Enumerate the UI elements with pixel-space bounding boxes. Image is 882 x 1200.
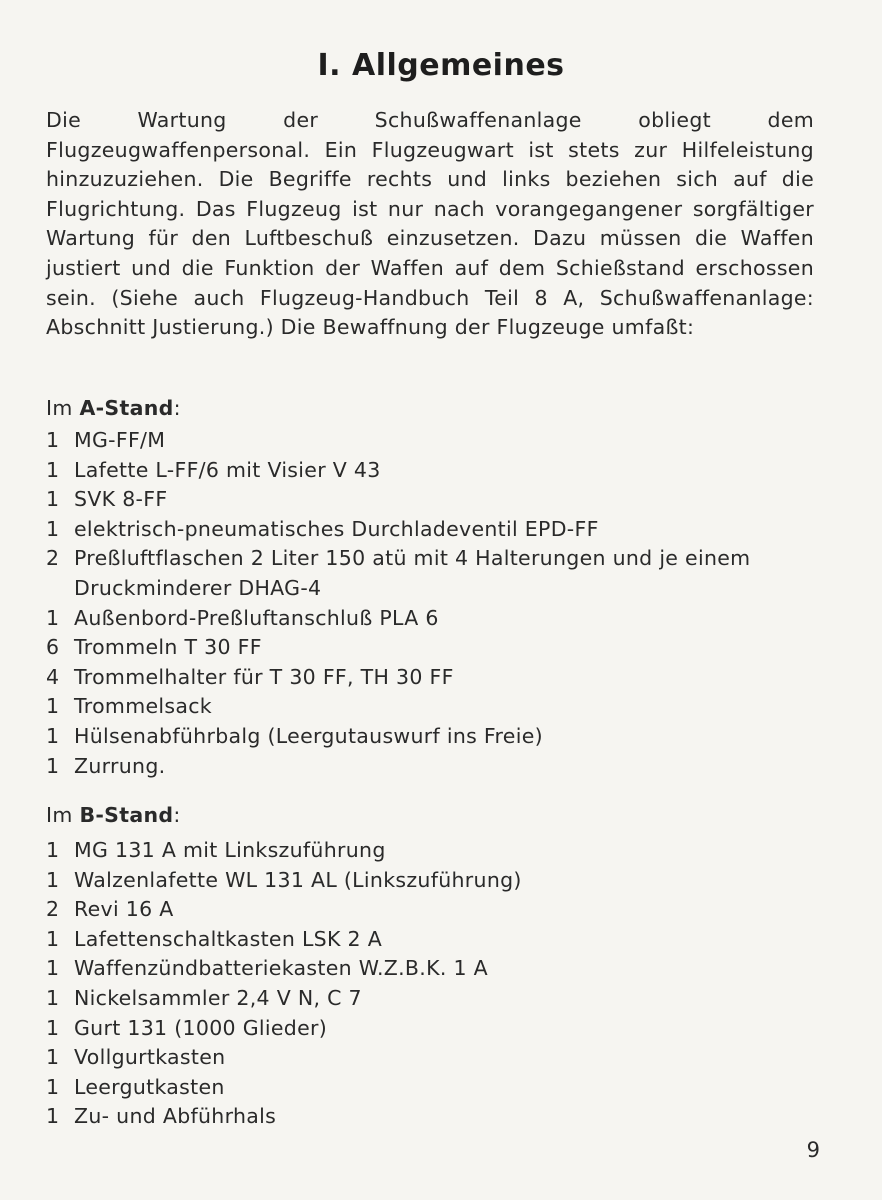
item-description: Hülsenabführbalg (Leergutauswurf ins Freie): [74, 723, 543, 748]
item-description: MG-FF/M: [74, 428, 166, 452]
section-name: A-Stand: [79, 396, 174, 420]
item-description: Trommeln T 30 FF: [74, 635, 262, 660]
list-item: [46, 954, 816, 984]
section-prefix: Im: [46, 803, 73, 827]
item-quantity: 1: [46, 487, 60, 512]
item-description: Walzenlafette WL 131 AL (Linkszuführung): [74, 867, 522, 892]
item-description: Außenbord-Preßluftanschluß PLA 6: [74, 605, 439, 630]
item-description: SVK 8-FF: [74, 487, 168, 512]
item-quantity: 1: [46, 605, 60, 630]
list-item: [46, 1043, 816, 1073]
item-quantity: 2: [46, 546, 60, 571]
page-number: 9: [806, 1138, 820, 1162]
section-heading-b-stand: [46, 801, 181, 830]
list-item: [46, 604, 816, 634]
item-quantity: 2: [46, 897, 60, 922]
section-heading-a-stand: [46, 394, 181, 423]
item-quantity: 1: [46, 1074, 60, 1099]
item-description: Zurrung.: [74, 753, 166, 778]
item-quantity: 1: [46, 1104, 60, 1129]
item-quantity: 1: [46, 428, 60, 452]
item-quantity: 1: [46, 926, 60, 951]
item-quantity: 1: [46, 457, 60, 482]
item-description: Revi 16 A: [74, 897, 174, 922]
item-description: Waffenzündbatteriekasten W.Z.B.K. 1 A: [74, 956, 488, 981]
list-item: [46, 984, 816, 1014]
item-quantity: 1: [46, 838, 60, 862]
item-description: elektrisch-pneumatisches Durchladeventil EPD-FF: [74, 516, 599, 541]
item-quantity: 1: [46, 867, 60, 892]
section-prefix: Im: [46, 396, 73, 420]
list-item: [46, 426, 816, 456]
section-suffix: :: [173, 396, 181, 420]
item-quantity: 1: [46, 985, 60, 1010]
list-item: [46, 1102, 816, 1132]
item-quantity: 1: [46, 516, 60, 541]
item-description: Lafettenschaltkasten LSK 2 A: [74, 926, 383, 951]
list-item: [46, 925, 816, 955]
item-quantity: 1: [46, 956, 60, 981]
item-description: Zu- und Abführhals: [74, 1104, 277, 1129]
list-item: [46, 1014, 816, 1044]
list-item: [46, 633, 816, 663]
item-description: MG 131 A mit Linkszuführung: [74, 838, 386, 862]
item-description: Lafette L-FF/6 mit Visier V 43: [74, 457, 381, 482]
a-stand-equipment-list: [46, 426, 816, 781]
intro-paragraph: Die Wartung der Schußwaffenanlage obliegt dem Flugzeugwaffenpersonal. Ein Flugzeugwart ist stets zur Hilfeleistung hinzuzuziehen. Die Begriffe rechts und links beziehen sich auf die Flugrichtung. Das Flugzeug ist nur nach vorangegangener sorgfältiger Wartung für den Luftbeschuß einzusetzen. Dazu müssen die Waffen justiert und die Funktion der Waffen auf dem Schießstand erschossen sein. (Siehe auch Flugzeug-Handbuch Teil 8 A, Schußwaffenanlage: Abschnitt Justierung.) Die Bewaffnung der Flugzeuge umfaßt:: [46, 108, 814, 340]
list-item: [46, 866, 816, 896]
list-item: [46, 456, 816, 486]
item-quantity: 1: [46, 1045, 60, 1070]
list-item: [46, 752, 816, 782]
item-quantity: 1: [46, 753, 60, 778]
item-description: Leergutkasten: [74, 1074, 225, 1099]
list-item: [46, 485, 816, 515]
item-description: Trommelhalter für T 30 FF, TH 30 FF: [74, 664, 454, 689]
item-quantity: 6: [46, 635, 60, 660]
page-title: I. Allgemeines: [317, 48, 565, 83]
item-quantity: 4: [46, 664, 60, 689]
item-quantity: 1: [46, 1015, 60, 1040]
list-item: [46, 895, 816, 925]
item-description: Preßluftflaschen 2 Liter 150 atü mit 4 Halterungen und je einem Druckminderer DHAG-4: [74, 546, 751, 600]
section-suffix: :: [173, 803, 181, 827]
section-name: B-Stand: [79, 803, 174, 827]
b-stand-equipment-list: [46, 836, 816, 1132]
item-quantity: 1: [46, 723, 60, 748]
list-item: [46, 515, 816, 545]
list-item: [46, 1073, 816, 1103]
list-item: [46, 544, 816, 603]
list-item: [46, 722, 816, 752]
item-description: Vollgurtkasten: [74, 1045, 226, 1070]
item-quantity: 1: [46, 694, 60, 719]
item-description: Trommelsack: [74, 694, 212, 719]
list-item: [46, 663, 816, 693]
list-item: [46, 836, 816, 866]
item-description: Nickelsammler 2,4 V N, C 7: [74, 985, 362, 1010]
item-description: Gurt 131 (1000 Glieder): [74, 1015, 328, 1040]
list-item: [46, 692, 816, 722]
